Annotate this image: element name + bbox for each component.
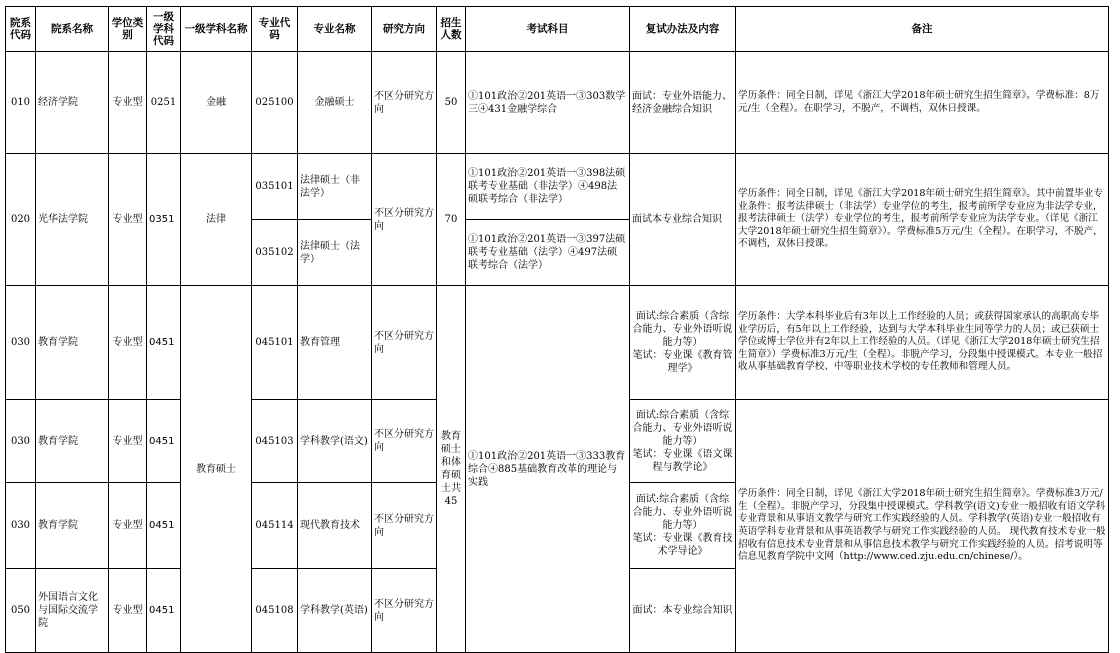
major-code: 045114 xyxy=(252,483,298,569)
header-enrollment: 招生人数 xyxy=(437,7,466,52)
major-name: 法律硕士（法学） xyxy=(298,220,372,286)
dept-name: 教育学院 xyxy=(36,483,109,569)
retest xyxy=(630,483,736,569)
research-direction: 不区分研究方向 xyxy=(372,52,437,154)
discipline-name: 金融 xyxy=(181,52,252,154)
discipline-code: 0451 xyxy=(147,569,181,653)
major-name: 学科教学(语文) xyxy=(298,400,372,483)
retest-interview: 面试:综合素质（含综合能力、专业外语听说能力等） xyxy=(632,311,733,348)
header-remarks: 备注 xyxy=(736,7,1109,52)
major-code: 035102 xyxy=(252,220,298,286)
header-major-name: 专业名称 xyxy=(298,7,372,52)
retest-interview: 面试:综合素质（含综合能力、专业外语听说能力等） xyxy=(632,409,733,447)
research-direction: 不区分研究方向 xyxy=(372,286,437,400)
discipline-code: 0451 xyxy=(147,400,181,483)
header-discipline-code: 一级学科代码 xyxy=(147,7,181,52)
major-code: 025100 xyxy=(252,52,298,154)
retest-written: 笔试：专业课《语文课程与教学论》 xyxy=(632,448,733,473)
table-row xyxy=(6,154,1109,220)
header-dept-name: 院系名称 xyxy=(36,7,109,52)
major-code: 035101 xyxy=(252,154,298,220)
research-direction: 不区分研究方向 xyxy=(372,569,437,653)
discipline-code: 0251 xyxy=(147,52,181,154)
enrollment: 教育硕士和体育硕士共45 xyxy=(437,286,466,653)
degree-type: 专业型 xyxy=(109,569,147,653)
exam-subjects: ①101政治②201英语一③333教育综合④885基础教育改革的理论与实践 xyxy=(466,286,630,653)
discipline-code: 0451 xyxy=(147,286,181,400)
discipline-name: 法律 xyxy=(181,154,252,286)
degree-type: 专业型 xyxy=(109,483,147,569)
major-name: 法律硕士（非法学） xyxy=(298,154,372,220)
enrollment: 70 xyxy=(437,154,466,286)
dept-code: 030 xyxy=(6,286,36,400)
header-discipline-name: 一级学科名称 xyxy=(181,7,252,52)
exam-subjects: ①101政治②201英语一③303数学三④431金融学综合 xyxy=(466,52,630,154)
retest-interview: 面试:综合素质（含综合能力、专业外语听说能力等） xyxy=(632,494,733,531)
discipline-code: 0351 xyxy=(147,154,181,286)
header-degree-type: 学位类别 xyxy=(109,7,147,52)
research-direction: 不区分研究方向 xyxy=(372,154,437,286)
header-research-direction: 研究方向 xyxy=(372,7,437,52)
exam-subjects: ①101政治②201英语一③397法硕联考专业基础（法学）④497法硕联考综合（法学） xyxy=(466,220,630,286)
remarks: 学历条件：同全日制，详见《浙江大学2018年硕士研究生招生简章》。学费标准：8万元/生（全程）。在职学习，不脱产，不调档，双休日授课。 xyxy=(736,52,1109,154)
remarks: 学历条件：同全日制，详见《浙江大学2018年硕士研究生招生简章》。其中前置毕业专业条件：报考法律硕士（非法学）专业学位的考生，报考前所学专业应为非法学专业，报考法律硕士（法学）专业学位的考生，报考前所学专业应为法学专业。（详见《浙江大学2018年硕士研究生招生简章》）。学费标准5万元/生（全程）。在职学习，不脱产，不调档，双休日授课。 xyxy=(736,154,1109,286)
dept-code: 030 xyxy=(6,400,36,483)
degree-type: 专业型 xyxy=(109,52,147,154)
discipline-name: 教育硕士 xyxy=(181,286,252,653)
major-name: 金融硕士 xyxy=(298,52,372,154)
dept-name: 光华法学院 xyxy=(36,154,109,286)
dept-name: 经济学院 xyxy=(36,52,109,154)
table-row xyxy=(6,52,1109,154)
major-code: 045101 xyxy=(252,286,298,400)
header-exam-subjects: 考试科目 xyxy=(466,7,630,52)
major-name: 教育管理 xyxy=(298,286,372,400)
retest xyxy=(630,286,736,400)
exam-subjects: ①101政治②201英语一③398法硕联考专业基础（非法学）④498法硕联考综合（非法学） xyxy=(466,154,630,220)
dept-code: 030 xyxy=(6,483,36,569)
dept-name: 教育学院 xyxy=(36,400,109,483)
degree-type: 专业型 xyxy=(109,400,147,483)
major-name: 现代教育技术 xyxy=(298,483,372,569)
dept-code: 020 xyxy=(6,154,36,286)
table-row xyxy=(6,286,1109,400)
major-code: 045108 xyxy=(252,569,298,653)
admissions-table xyxy=(5,6,1109,653)
retest-interview: 面试：本专业综合知识 xyxy=(632,605,733,616)
enrollment: 50 xyxy=(437,52,466,154)
degree-type: 专业型 xyxy=(109,286,147,400)
retest: 面试：专业外语能力、经济金融综合知识 xyxy=(630,52,736,154)
retest-written: 笔试：专业课《教育技术学导论》 xyxy=(632,533,733,557)
header-retest: 复试办法及内容 xyxy=(630,7,736,52)
header-dept-code: 院系代码 xyxy=(6,7,36,52)
retest xyxy=(630,569,736,653)
dept-name: 外国语言文化与国际交流学院 xyxy=(36,569,109,653)
remarks: 学历条件：大学本科毕业后有3年以上工作经验的人员；或获得国家承认的高职高专毕业学历后，有5年以上工作经验，达到与大学本科毕业生同等学力的人员；或已获硕士学位或博士学位并有2年以上工作经验的人员。（详见《浙江大学2018年硕士研究生招生简章》）学费标准3万元/生（全程）。非脱产学习，分段集中授课模式。本专业一般招收从事基础教育学校、中等职业技术学校的专任教师和管理人员。 xyxy=(736,286,1109,400)
dept-code: 050 xyxy=(6,569,36,653)
degree-type: 专业型 xyxy=(109,154,147,286)
retest-written: 笔试：专业课《教育管理学》 xyxy=(632,350,733,374)
header-row xyxy=(6,7,1109,52)
remarks: 学历条件：同全日制，详见《浙江大学2018年硕士研究生招生简章》。学费标准3万元/生（全程）。非脱产学习，分段集中授课模式。学科教学(语文)专业一般招收有语文学科专业背景和从事语文教学与研究工作实践经验的人员。学科教学(英语)专业一般招收有英语学科专业背景和从事英语教学与研究工作实践经验的人员。 现代教育技术专业一般招收有信息技术专业背景和从事信息技术教学与研究工作实践经验的人员。招考说明等信息见教育学院中文网（http://www.ced.zju.edu.cn/chinese/）。 xyxy=(736,400,1109,653)
major-code: 045103 xyxy=(252,400,298,483)
header-major-code: 专业代码 xyxy=(252,7,298,52)
retest: 面试本专业综合知识 xyxy=(630,154,736,286)
research-direction: 不区分研究方向 xyxy=(372,483,437,569)
dept-name: 教育学院 xyxy=(36,286,109,400)
discipline-code: 0451 xyxy=(147,483,181,569)
major-name: 学科教学(英语) xyxy=(298,569,372,653)
research-direction: 不区分研究方向 xyxy=(372,400,437,483)
dept-code: 010 xyxy=(6,52,36,154)
retest xyxy=(630,400,736,483)
